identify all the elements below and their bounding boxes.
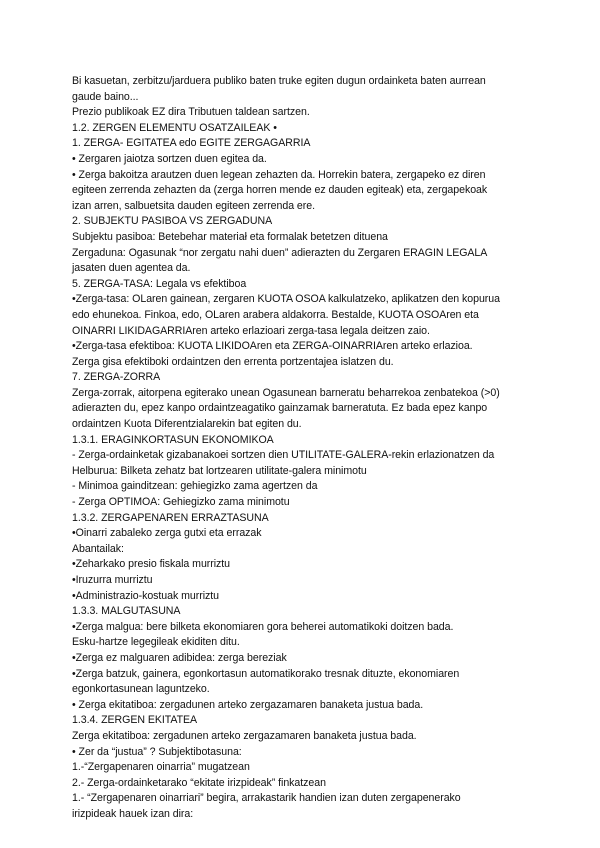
section-heading: 1.3.3. MALGUTASUNA: [72, 605, 181, 618]
section-heading: 1. ZERGA- EGITATEA edo EGITE ZERGAGARRIA: [72, 137, 311, 150]
text-line: gaude baino...: [72, 90, 139, 103]
bullet-line: •Iruzurra murriztu: [72, 574, 153, 586]
text-line: OINARRI LIKIDAGARRIAren arteko erlazioari zerga-tasa legala deitzen zaio.: [72, 324, 430, 337]
bullet-line: •Oinarri zabaleko zerga gutxi eta errazak: [72, 527, 262, 540]
bullet-line: •Zerga malgua: bere bilketa ekonomiaren gora beherei automatikoki doitzen bada.: [72, 620, 454, 633]
bullet-line: •Zerga-tasa: OLaren gainean, zergaren KUOTA OSOA kalkulatzeko, aplikatzen den kopurua: [72, 293, 500, 306]
bullet-line: •Administrazio-kostuak murriztu: [72, 589, 219, 602]
section-heading: 1.3.4. ZERGEN EKITATEA: [72, 714, 198, 727]
text-line: Zerga ekitatiboa: zergadunen arteko zergazamaren banaketa justua bada.: [72, 729, 417, 742]
text-line: adierazten du, epez kanpo ordaintzeagatiko gainzamak barneratuta. Ez bada epez kanpo: [72, 402, 488, 415]
text-line: egonkortasunean laguntzeko.: [72, 683, 210, 696]
text-line: Zerga gisa efektiboki ordaintzen den errenta portzentajea islatzen du.: [72, 355, 394, 368]
text-line: 1.- “Zergapenaren oinarriari” begira, arrakastarik handien izan duten zergapenerako: [72, 792, 461, 805]
bullet-line: •Zerga-tasa efektiboa: KUOTA LIKIDOAren eta ZERGA-OINARRIAren arteko erlazioa.: [72, 340, 473, 353]
text-line: jasaten duen agentea da.: [72, 262, 191, 275]
text-line: egiteen zerrenda zehazten da (zerga horren mende ez dauden egiteak) eta, zergapekoak: [72, 184, 488, 197]
bullet-line: • Zerga ekitatiboa: zergadunen arteko zergazamaren banaketa justua bada.: [72, 698, 424, 711]
text-line: 2.- Zerga-ordainketarako “ekitate irizpideak” finkatzean: [72, 776, 326, 789]
text-line: - Zerga-ordainketak gizabanakoei sortzen dien UTILITATE-GALERA-rekin erlazionatzen da: [72, 449, 495, 462]
section-heading: 2. SUBJEKTU PASIBOA VS ZERGADUNA: [72, 215, 273, 228]
text-line: Subjektu pasiboa: Betebehar materiał eta formalak betetzen dituena: [72, 230, 388, 243]
bullet-line: •Zerga batzuk, gainera, egonkortasun automatikorako tresnak dituzte, ekonomiaren: [72, 667, 460, 680]
text-line: - Minimoa gainditzean: gehiegizko zama agertzen da: [72, 480, 318, 493]
section-heading: 7. ZERGA-ZORRA: [72, 371, 161, 384]
section-heading: 1.3.1. ERAGINKORTASUN EKONOMIKOA: [72, 433, 274, 446]
text-line: Zergaduna: Ogasunak “nor zergatu nahi duen” adierazten du Zergaren ERAGIN LEGALA: [72, 246, 488, 259]
section-heading: 1.3.2. ZERGAPENAREN ERRAZTASUNA: [72, 511, 269, 524]
text-line: - Zerga OPTIMOA: Gehiegizko zama minimotu: [72, 496, 290, 509]
text-line: Helburua: Bilketa zehatz bat lortzearen utilitate-galera minimotu: [72, 464, 367, 477]
section-heading: 5. ZERGA-TASA: Legala vs efektiboa: [72, 277, 247, 290]
text-line: irizpideak hauek izan dira:: [72, 807, 194, 820]
text-line: ordaintzen Kuota Diferentzialarekin bat egiten du.: [72, 418, 302, 431]
bullet-line: • Zergaren jaiotza sortzen duen egitea da.: [72, 152, 267, 165]
text-line: Esku-hartze legegileak ekiditen ditu.: [72, 636, 240, 649]
bullet-line: •Zerga ez malguaren adibidea: zerga bereziak: [72, 651, 287, 664]
text-line: Bi kasuetan, zerbitzu/jarduera publiko baten truke egiten dugun ordainketa baten aurrean: [72, 75, 486, 87]
text-line: Prezio publikoak EZ dira Tributuen taldean sartzen.: [72, 106, 310, 119]
section-heading: 1.2. ZERGEN ELEMENTU OSATZAILEAK •: [72, 121, 277, 134]
bullet-line: •Zeharkako presio fiskala murriztu: [72, 558, 231, 571]
text-line: izan arren, salbuetsita dauden egiteen zerrenda ere.: [72, 199, 315, 212]
text-line: Zerga-zorrak, aitorpena egiterako unean Ogasunean barneratu beharrekoa zenbatekoa (>0): [72, 386, 500, 399]
bullet-line: • Zerga bakoitza arautzen duen legean zehazten da. Horrekin batera, zergapeko ez diren: [72, 168, 486, 181]
bullet-line: • Zer da “justua” ? Subjektibotasuna:: [72, 745, 242, 758]
text-line: edo ehunekoa. Finkoa, edo, OLaren arabera aldakorra. Bestalde, KUOTA OSOAren eta: [72, 308, 479, 321]
text-line: 1.-“Zergapenaren oinarria” mugatzean: [72, 761, 250, 774]
text-line: Abantailak:: [72, 542, 124, 555]
